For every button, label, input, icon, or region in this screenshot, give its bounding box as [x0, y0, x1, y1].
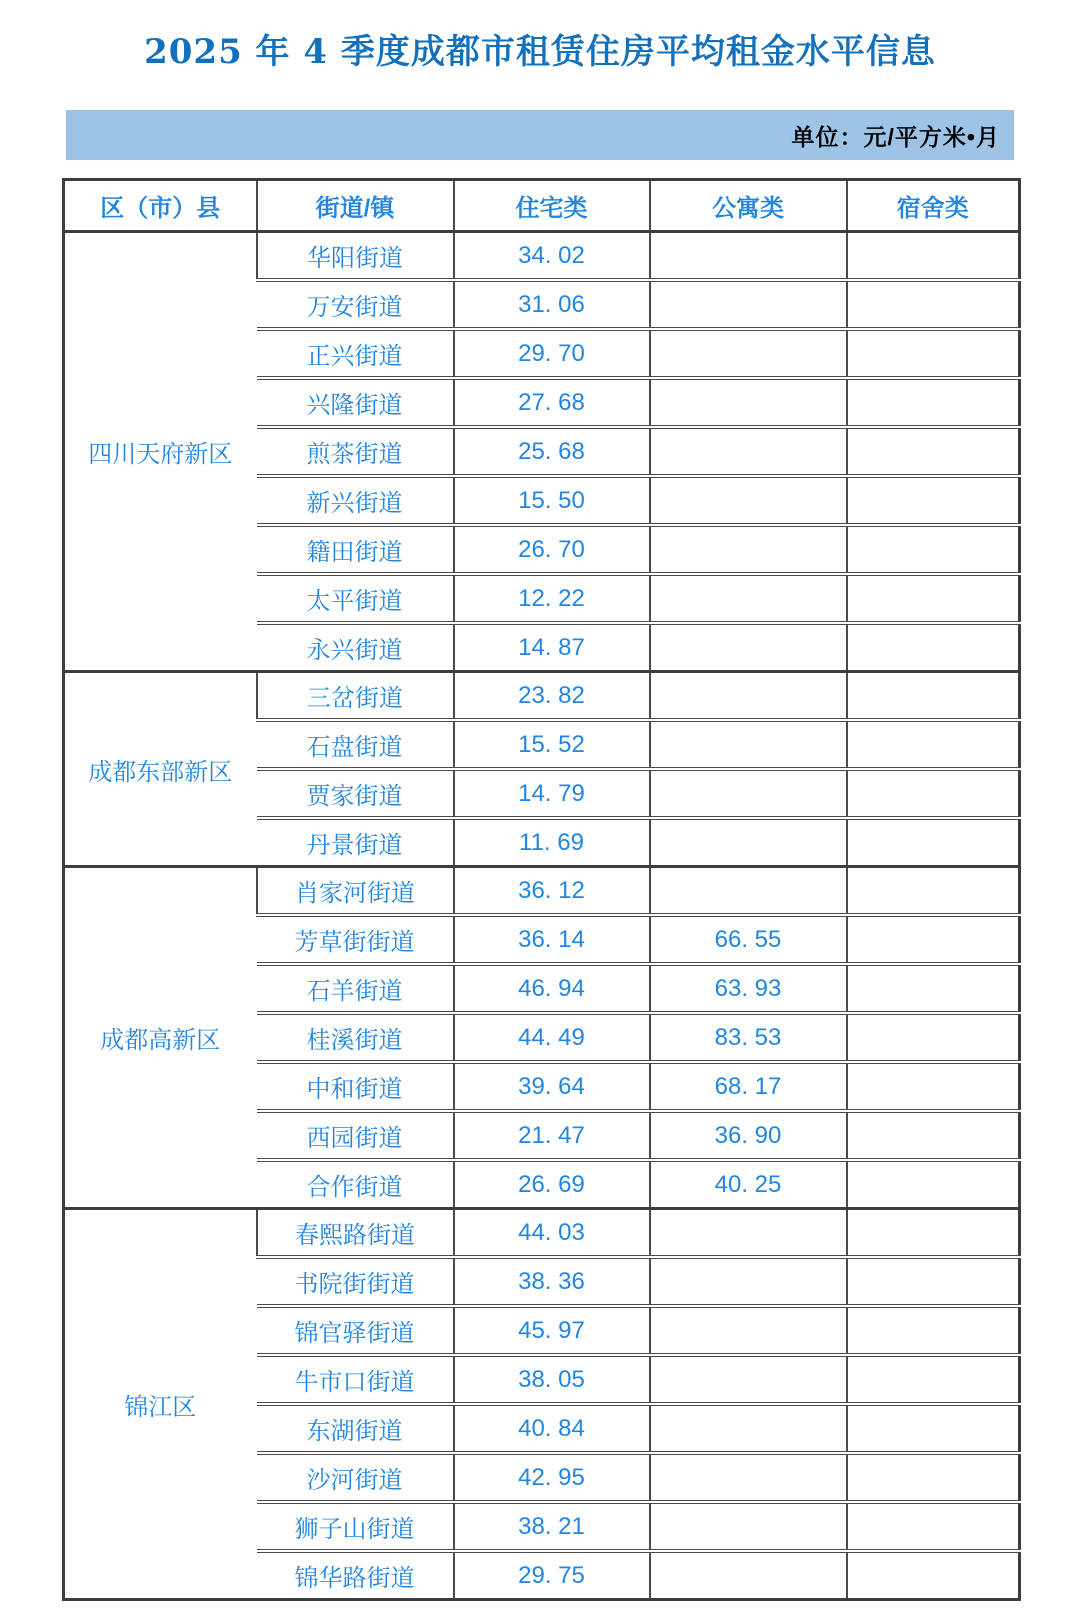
street-cell: 芳草街街道 — [257, 915, 454, 964]
dormitory-value-cell — [847, 280, 1020, 329]
district-cell: 成都东部新区 — [64, 672, 257, 867]
street-cell: 永兴街道 — [257, 623, 454, 672]
street-cell: 正兴街道 — [257, 329, 454, 378]
dormitory-value-cell — [847, 1453, 1020, 1502]
table-row — [64, 867, 1020, 916]
dormitory-value-cell — [847, 1502, 1020, 1551]
residential-value-cell: 26. 70 — [454, 525, 650, 574]
page-title: 2025 年 4 季度成都市租赁住房平均租金水平信息 — [144, 32, 936, 72]
street-cell: 中和街道 — [257, 1062, 454, 1111]
apartment-value-cell — [650, 427, 847, 476]
apartment-value-cell: 68. 17 — [650, 1062, 847, 1111]
street-cell: 新兴街道 — [257, 476, 454, 525]
unit-label: 单位：元/平方米•月 — [791, 123, 1000, 150]
dormitory-value-cell — [847, 427, 1020, 476]
street-cell: 合作街道 — [257, 1160, 454, 1209]
residential-value-cell: 25. 68 — [454, 427, 650, 476]
street-cell: 石盘街道 — [257, 720, 454, 769]
dormitory-value-cell — [847, 378, 1020, 427]
district-cell: 锦江区 — [64, 1209, 257, 1600]
header-row — [64, 180, 1020, 232]
apartment-value-cell — [650, 623, 847, 672]
dormitory-value-cell — [847, 1062, 1020, 1111]
table-row — [64, 672, 1020, 721]
dormitory-value-cell — [847, 1355, 1020, 1404]
residential-value-cell: 44. 03 — [454, 1209, 650, 1258]
apartment-value-cell — [650, 867, 847, 916]
residential-value-cell: 14. 87 — [454, 623, 650, 672]
col-header-apartment: 公寓类 — [650, 180, 847, 232]
apartment-value-cell: 63. 93 — [650, 964, 847, 1013]
street-cell: 书院街街道 — [257, 1257, 454, 1306]
street-cell: 东湖街道 — [257, 1404, 454, 1453]
apartment-value-cell — [650, 1257, 847, 1306]
street-cell: 煎茶街道 — [257, 427, 454, 476]
col-header-residential: 住宅类 — [454, 180, 650, 232]
apartment-value-cell — [650, 1551, 847, 1600]
dormitory-value-cell — [847, 476, 1020, 525]
apartment-value-cell — [650, 574, 847, 623]
residential-value-cell: 38. 21 — [454, 1502, 650, 1551]
apartment-value-cell — [650, 720, 847, 769]
dormitory-value-cell — [847, 720, 1020, 769]
dormitory-value-cell — [847, 1013, 1020, 1062]
street-cell: 贾家街道 — [257, 769, 454, 818]
residential-value-cell: 27. 68 — [454, 378, 650, 427]
apartment-value-cell — [650, 329, 847, 378]
street-cell: 春熙路街道 — [257, 1209, 454, 1258]
street-cell: 肖家河街道 — [257, 867, 454, 916]
apartment-value-cell — [650, 769, 847, 818]
apartment-value-cell — [650, 1404, 847, 1453]
dormitory-value-cell — [847, 574, 1020, 623]
apartment-value-cell — [650, 1453, 847, 1502]
residential-value-cell: 14. 79 — [454, 769, 650, 818]
street-cell: 西园街道 — [257, 1111, 454, 1160]
street-cell: 狮子山街道 — [257, 1502, 454, 1551]
residential-value-cell: 45. 97 — [454, 1306, 650, 1355]
street-cell: 沙河街道 — [257, 1453, 454, 1502]
residential-value-cell: 26. 69 — [454, 1160, 650, 1209]
col-header-district: 区（市）县 — [100, 195, 221, 222]
street-cell: 太平街道 — [257, 574, 454, 623]
street-cell: 牛市口街道 — [257, 1355, 454, 1404]
dormitory-value-cell — [847, 1160, 1020, 1209]
dormitory-value-cell — [847, 867, 1020, 916]
col-header-street: 街道/镇 — [257, 180, 454, 232]
residential-value-cell: 36. 14 — [454, 915, 650, 964]
dormitory-value-cell — [847, 525, 1020, 574]
apartment-value-cell — [650, 378, 847, 427]
dormitory-value-cell — [847, 1404, 1020, 1453]
apartment-value-cell — [650, 280, 847, 329]
residential-value-cell: 11. 69 — [454, 818, 650, 867]
residential-value-cell: 29. 75 — [454, 1551, 650, 1600]
apartment-value-cell — [650, 1502, 847, 1551]
residential-value-cell: 40. 84 — [454, 1404, 650, 1453]
district-cell: 成都高新区 — [64, 867, 257, 1209]
apartment-value-cell — [650, 476, 847, 525]
apartment-value-cell — [650, 525, 847, 574]
street-cell: 万安街道 — [257, 280, 454, 329]
dormitory-value-cell — [847, 1111, 1020, 1160]
street-cell: 锦官驿街道 — [257, 1306, 454, 1355]
apartment-value-cell: 36. 90 — [650, 1111, 847, 1160]
rent-table — [62, 178, 1021, 1601]
street-cell: 华阳街道 — [257, 232, 454, 281]
apartment-value-cell: 66. 55 — [650, 915, 847, 964]
street-cell: 石羊街道 — [257, 964, 454, 1013]
residential-value-cell: 36. 12 — [454, 867, 650, 916]
residential-value-cell: 44. 49 — [454, 1013, 650, 1062]
residential-value-cell: 29. 70 — [454, 329, 650, 378]
apartment-value-cell — [650, 818, 847, 867]
table-row — [64, 1209, 1020, 1258]
apartment-value-cell — [650, 232, 847, 281]
street-cell: 锦华路街道 — [257, 1551, 454, 1600]
table-row — [64, 232, 1020, 281]
dormitory-value-cell — [847, 915, 1020, 964]
residential-value-cell: 31. 06 — [454, 280, 650, 329]
apartment-value-cell — [650, 1306, 847, 1355]
dormitory-value-cell — [847, 232, 1020, 281]
residential-value-cell: 12. 22 — [454, 574, 650, 623]
residential-value-cell: 15. 50 — [454, 476, 650, 525]
residential-value-cell: 38. 05 — [454, 1355, 650, 1404]
dormitory-value-cell — [847, 329, 1020, 378]
apartment-value-cell — [650, 672, 847, 721]
col-header-dormitory: 宿舍类 — [847, 180, 1020, 232]
residential-value-cell: 46. 94 — [454, 964, 650, 1013]
dormitory-value-cell — [847, 1209, 1020, 1258]
dormitory-value-cell — [847, 1306, 1020, 1355]
street-cell: 丹景街道 — [257, 818, 454, 867]
dormitory-value-cell — [847, 818, 1020, 867]
residential-value-cell: 39. 64 — [454, 1062, 650, 1111]
residential-value-cell: 23. 82 — [454, 672, 650, 721]
residential-value-cell: 21. 47 — [454, 1111, 650, 1160]
street-cell: 桂溪街道 — [257, 1013, 454, 1062]
apartment-value-cell: 83. 53 — [650, 1013, 847, 1062]
apartment-value-cell: 40. 25 — [650, 1160, 847, 1209]
residential-value-cell: 38. 36 — [454, 1257, 650, 1306]
dormitory-value-cell — [847, 623, 1020, 672]
street-cell: 三岔街道 — [257, 672, 454, 721]
apartment-value-cell — [650, 1209, 847, 1258]
street-cell: 兴隆街道 — [257, 378, 454, 427]
residential-value-cell: 15. 52 — [454, 720, 650, 769]
dormitory-value-cell — [847, 672, 1020, 721]
street-cell: 籍田街道 — [257, 525, 454, 574]
residential-value-cell: 42. 95 — [454, 1453, 650, 1502]
district-cell: 四川天府新区 — [64, 232, 257, 672]
dormitory-value-cell — [847, 1551, 1020, 1600]
dormitory-value-cell — [847, 1257, 1020, 1306]
residential-value-cell: 34. 02 — [454, 232, 650, 281]
dormitory-value-cell — [847, 769, 1020, 818]
dormitory-value-cell — [847, 964, 1020, 1013]
unit-bar — [66, 110, 1014, 160]
apartment-value-cell — [650, 1355, 847, 1404]
